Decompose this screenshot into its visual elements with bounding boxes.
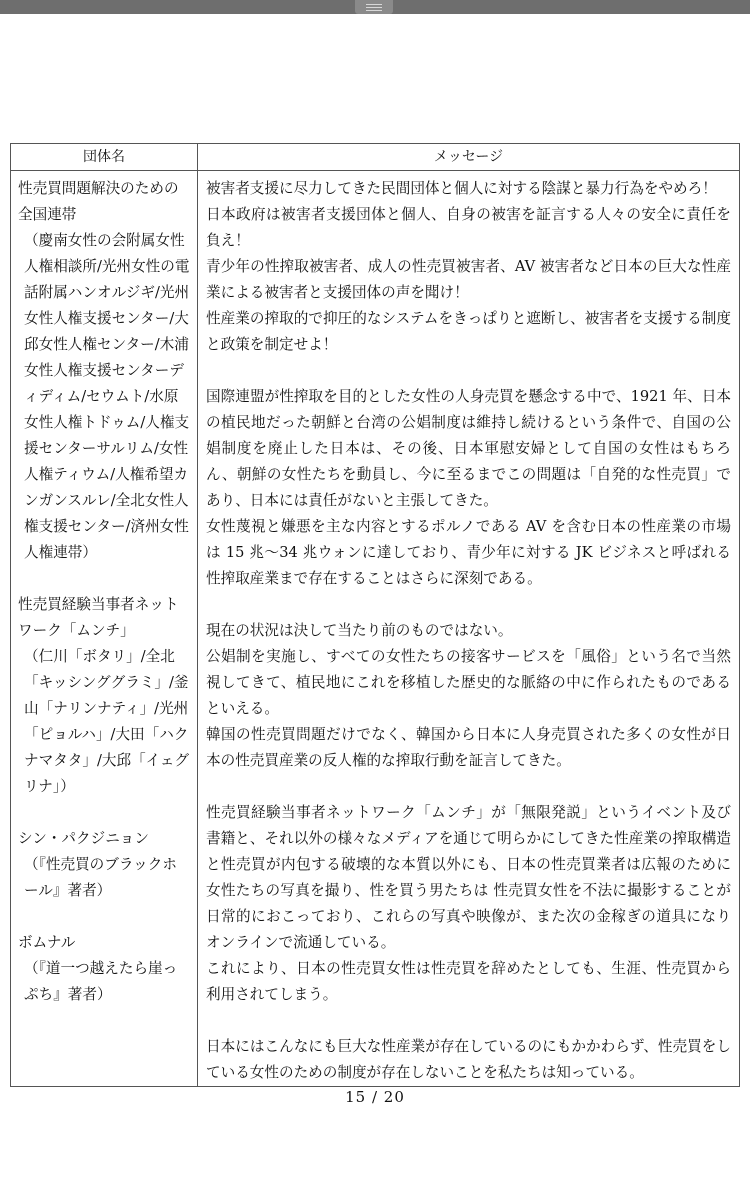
organization-cell (11, 171, 198, 1087)
org-entry (18, 176, 191, 566)
org-name: シン・パクジニョン (18, 830, 149, 847)
message-paragraph: 女性蔑視と嫌悪を主な内容とするポルノである AV を含む日本の性産業の市場は 15 兆～34 兆ウォンに達しており、青少年に対する JK ビジネスと呼ばれる性搾取産業まで存在することはさらに深刻である。 (206, 518, 731, 587)
message-paragraph: 日本にはこんなにも巨大な性産業が存在しているのにもかかわらず、性売買をしている女性のための制度が存在しないことを私たちは知っている。 (206, 1038, 731, 1081)
message-paragraph: 性売買経験当事者ネットワーク「ムンチ」が「無限発説」というイベント及び書籍と、それ以外の様々なメディアを通じて明らかにしてきた性産業の搾取構造と性売買が内包する破壊的な本質以外にも、日本の性売買業者は広報のために女性たちの写真を撮り、性を買う男たちは 性売買女性を不法に撮影することが日常的におこっており、これらの写真や映像が、また次の金稼ぎの道具になりオンラインで流通している。 (206, 804, 731, 951)
message-paragraph: 国際連盟が性搾取を目的とした女性の人身売買を懸念する中で、1921 年、日本の植民地だった朝鮮と台湾の公娼制度は維持し続けるという条件で、自国の公娼制度を廃止した日本は、その後、日本軍慰安婦として自国の女性はもちろん、朝鮮の女性たちを動員し、今に至るまでこの問題は「自発的な性売買」であり、日本には責任がないと主張してきた。 (206, 388, 731, 509)
message-paragraph: 公娼制を実施し、すべての女性たちの接客サービスを「風俗」という名で当然視してきて、植民地にこれを移植した歴史的な脈絡の中に作られたものであるといえる。 (206, 648, 731, 717)
message-line: 青少年の性搾取被害者、成人の性売買被害者、AV 被害者など日本の巨大な性産業による被害者と支援団体の声を聞け！ (206, 258, 731, 301)
message-paragraph: これにより、日本の性売買女性は性売買を辞めたとしても、生涯、性売買から利用されてしまう。 (206, 960, 731, 1003)
message-cell (198, 171, 740, 1087)
message-paragraph: 韓国の性売買問題だけでなく、韓国から日本に人身売買された多くの女性が日本の性売買産業の反人権的な搾取行動を証言してきた。 (206, 726, 731, 769)
org-members: （仁川「ボタリ」/全北「キッシンググラミ」/釜山「ナリンナティ」/光州「ピョルハ」/大田「ハクナマタタ」/大邱「イェグリナ」） (24, 648, 190, 795)
org-entry (18, 826, 191, 904)
org-members: （『道一つ越えたら崖っぷち』著者） (24, 960, 178, 1003)
org-entry (18, 930, 191, 1008)
org-entry (18, 592, 191, 800)
org-name: 性売買経験当事者ネットワーク「ムンチ」 (18, 596, 179, 639)
viewer-top-bar (0, 0, 750, 14)
page-number: 15 / 20 (345, 1088, 405, 1106)
org-name: ボムナル (18, 934, 76, 951)
header-organization: 団体名 (11, 144, 198, 171)
message-line: 日本政府は被害者支援団体と個人、自身の被害を証言する人々の安全に責任を負え！ (206, 206, 731, 249)
message-line: 現在の状況は決して当たり前のものではない。 (206, 622, 513, 639)
org-members: （慶南女性の会附属女性人権相談所/光州女性の電話附属ハンオルジギ/光州女性人権支援センター/大邱女性人権センター/木浦女性人権支援センターディディム/セウムト/水原女性人権トドゥム/人権支援センターサルリム/女性人権ティウム/人権希望カンガンスルレ/全北女性人権支援センター/済州女性人権連帯） (24, 232, 190, 561)
header-message: メッセージ (198, 144, 740, 171)
menu-handle-icon[interactable] (355, 0, 393, 14)
document-table (10, 143, 740, 1087)
message-line: 性産業の搾取的で抑圧的なシステムをきっぱりと遮断し、被害者を支援する制度と政策を制定せよ！ (206, 310, 731, 353)
org-name: 性売買問題解決のための全国連帯 (18, 180, 179, 223)
org-members: （『性売買のブラックホール』著者） (24, 856, 177, 899)
message-line: 被害者支援に尽力してきた民間団体と個人に対する陰謀と暴力行為をやめろ！ (206, 180, 717, 197)
